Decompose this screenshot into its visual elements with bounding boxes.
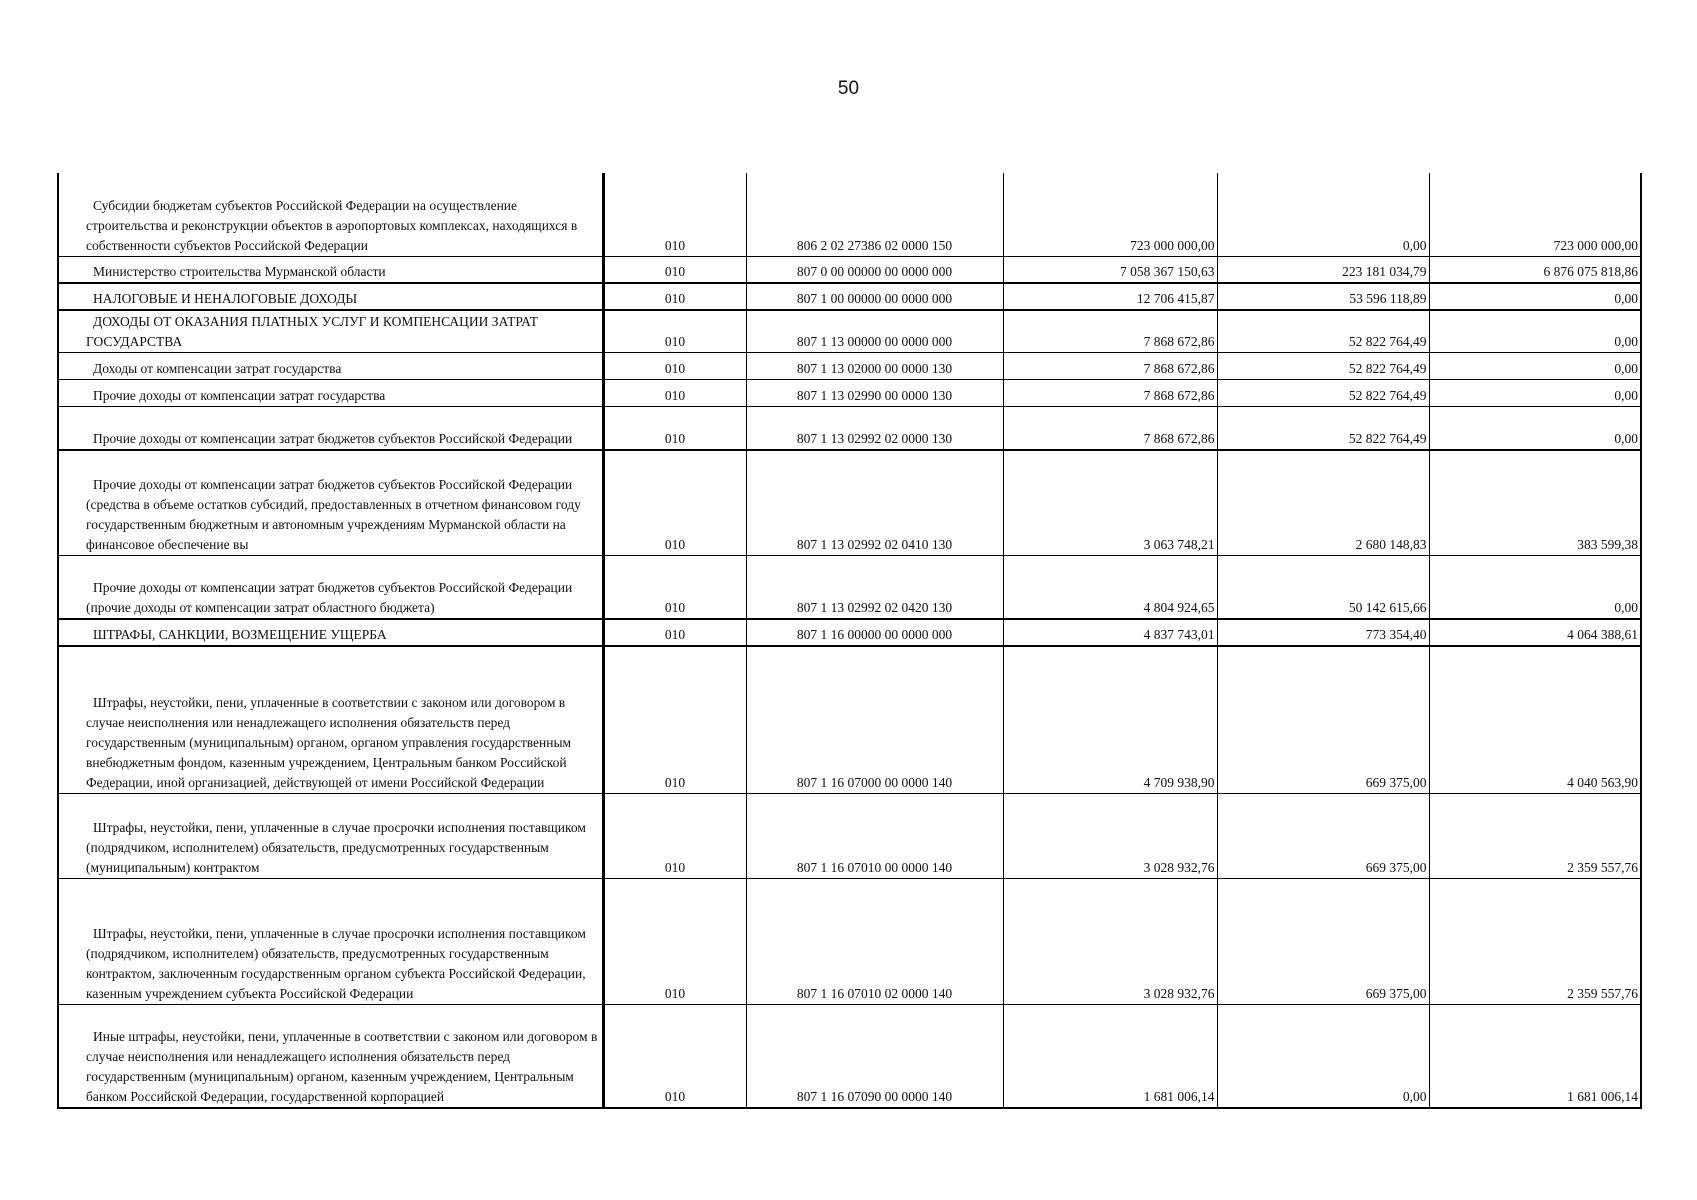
- row-unexecuted: 0,00: [1429, 310, 1641, 352]
- row-name-cell: Прочие доходы от компенсации затрат бюджетов субъектов Российской Федерации (средства в объеме остатков субсидий, предоставленных в отчетном финансовом году государственным бюджетным и автономным учреждениям Мурманской области на финансовое обеспечение вы: [58, 450, 603, 555]
- row-line-code: 010: [603, 379, 746, 406]
- row-line-code: 010: [603, 283, 746, 310]
- row-planned: 7 058 367 150,63: [1003, 256, 1217, 283]
- row-budget-code: 807 1 13 02000 00 0000 130: [746, 352, 1003, 379]
- row-executed: 0,00: [1217, 173, 1429, 256]
- row-budget-code: 807 1 16 07090 00 0000 140: [746, 1004, 1003, 1108]
- row-executed: 52 822 764,49: [1217, 310, 1429, 352]
- row-unexecuted: 1 681 006,14: [1429, 1004, 1641, 1108]
- row-line-code: 010: [603, 256, 746, 283]
- row-executed: 52 822 764,49: [1217, 406, 1429, 450]
- row-line-code: 010: [603, 1004, 746, 1108]
- row-line-code: 010: [603, 619, 746, 646]
- row-line-code: 010: [603, 173, 746, 256]
- row-budget-code: 807 1 16 07010 02 0000 140: [746, 878, 1003, 1004]
- row-budget-code: 807 0 00 00000 00 0000 000: [746, 256, 1003, 283]
- row-unexecuted: 4 040 563,90: [1429, 646, 1641, 793]
- row-name-cell: Штрафы, неустойки, пени, уплаченные в случае просрочки исполнения поставщиком (подрядчиком, исполнителем) обязательств, предусмотренных государственным (муниципальным) контрактом: [58, 793, 603, 878]
- row-budget-code: 807 1 00 00000 00 0000 000: [746, 283, 1003, 310]
- table-row: [58, 878, 1641, 1004]
- row-name-cell: Прочие доходы от компенсации затрат бюджетов субъектов Российской Федерации: [58, 406, 603, 450]
- row-planned: 7 868 672,86: [1003, 406, 1217, 450]
- row-name-cell: Штрафы, неустойки, пени, уплаченные в соответствии с законом или договором в случае неисполнения или ненадлежащего исполнения обязательств перед государственным (муниципальным) органом, органом управления государственным внебюджетным фондом, казенным учреждением, Центральным банком Российской Федерации, иной организацией, действующей от имени Российской Федерации: [58, 646, 603, 793]
- row-executed: 2 680 148,83: [1217, 450, 1429, 555]
- row-unexecuted: 383 599,38: [1429, 450, 1641, 555]
- row-unexecuted: 4 064 388,61: [1429, 619, 1641, 646]
- table-row: [58, 619, 1641, 646]
- revenue-table: [57, 173, 1642, 1109]
- row-line-code: 010: [603, 878, 746, 1004]
- table-row: [58, 256, 1641, 283]
- row-budget-code: 806 2 02 27386 02 0000 150: [746, 173, 1003, 256]
- row-name-cell: Субсидии бюджетам субъектов Российской Федерации на осуществление строительства и реконструкции объектов в аэропортовых комплексах, находящихся в собственности субъектов Российской Федерации: [58, 173, 603, 256]
- row-unexecuted: 0,00: [1429, 352, 1641, 379]
- row-budget-code: 807 1 13 00000 00 0000 000: [746, 310, 1003, 352]
- row-unexecuted: 0,00: [1429, 283, 1641, 310]
- row-planned: 7 868 672,86: [1003, 310, 1217, 352]
- table-row: [58, 646, 1641, 793]
- row-name-cell: Штрафы, неустойки, пени, уплаченные в случае просрочки исполнения поставщиком (подрядчиком, исполнителем) обязательств, предусмотренных государственным контрактом, заключенным государственным органом субъекта Российской Федерации, казенным учреждением субъекта Российской Федерации: [58, 878, 603, 1004]
- row-unexecuted: 0,00: [1429, 379, 1641, 406]
- row-budget-code: 807 1 16 07000 00 0000 140: [746, 646, 1003, 793]
- row-unexecuted: 6 876 075 818,86: [1429, 256, 1641, 283]
- row-unexecuted: 2 359 557,76: [1429, 878, 1641, 1004]
- page-number: 50: [837, 78, 860, 99]
- row-budget-code: 807 1 16 00000 00 0000 000: [746, 619, 1003, 646]
- row-planned: 7 868 672,86: [1003, 352, 1217, 379]
- row-executed: 773 354,40: [1217, 619, 1429, 646]
- row-line-code: 010: [603, 793, 746, 878]
- table-row: [58, 793, 1641, 878]
- row-name-cell: Прочие доходы от компенсации затрат государства: [58, 379, 603, 406]
- table-row: [58, 379, 1641, 406]
- row-unexecuted: 723 000 000,00: [1429, 173, 1641, 256]
- row-budget-code: 807 1 13 02992 02 0000 130: [746, 406, 1003, 450]
- row-planned: 4 709 938,90: [1003, 646, 1217, 793]
- row-planned: 3 028 932,76: [1003, 878, 1217, 1004]
- row-executed: 669 375,00: [1217, 878, 1429, 1004]
- row-planned: 4 804 924,65: [1003, 555, 1217, 619]
- row-budget-code: 807 1 13 02992 02 0410 130: [746, 450, 1003, 555]
- row-planned: 1 681 006,14: [1003, 1004, 1217, 1108]
- row-budget-code: 807 1 16 07010 00 0000 140: [746, 793, 1003, 878]
- row-executed: 53 596 118,89: [1217, 283, 1429, 310]
- row-line-code: 010: [603, 406, 746, 450]
- table-row: [58, 310, 1641, 352]
- row-line-code: 010: [603, 555, 746, 619]
- row-planned: 3 063 748,21: [1003, 450, 1217, 555]
- table-row: [58, 1004, 1641, 1108]
- row-name-cell: Министерство строительства Мурманской области: [58, 256, 603, 283]
- row-unexecuted: 0,00: [1429, 406, 1641, 450]
- row-unexecuted: 0,00: [1429, 555, 1641, 619]
- row-executed: 223 181 034,79: [1217, 256, 1429, 283]
- table-row: [58, 173, 1641, 256]
- table-row: [58, 555, 1641, 619]
- row-line-code: 010: [603, 310, 746, 352]
- row-name-cell: ДОХОДЫ ОТ ОКАЗАНИЯ ПЛАТНЫХ УСЛУГ И КОМПЕНСАЦИИ ЗАТРАТ ГОСУДАРСТВА: [58, 310, 603, 352]
- row-name-cell: Прочие доходы от компенсации затрат бюджетов субъектов Российской Федерации (прочие доходы от компенсации затрат областного бюджета): [58, 555, 603, 619]
- row-executed: 52 822 764,49: [1217, 352, 1429, 379]
- row-unexecuted: 2 359 557,76: [1429, 793, 1641, 878]
- row-planned: 12 706 415,87: [1003, 283, 1217, 310]
- row-budget-code: 807 1 13 02992 02 0420 130: [746, 555, 1003, 619]
- row-name-cell: Доходы от компенсации затрат государства: [58, 352, 603, 379]
- table-row: [58, 450, 1641, 555]
- table-row: [58, 406, 1641, 450]
- row-budget-code: 807 1 13 02990 00 0000 130: [746, 379, 1003, 406]
- row-line-code: 010: [603, 352, 746, 379]
- row-executed: 52 822 764,49: [1217, 379, 1429, 406]
- row-executed: 0,00: [1217, 1004, 1429, 1108]
- table-row: [58, 283, 1641, 310]
- row-planned: 7 868 672,86: [1003, 379, 1217, 406]
- row-planned: 4 837 743,01: [1003, 619, 1217, 646]
- row-name-cell: Иные штрафы, неустойки, пени, уплаченные в соответствии с законом или договором в случае неисполнения или ненадлежащего исполнения обязательств перед государственным (муниципальным) органом, казенным учреждением, Центральным банком Российской Федерации, государственной корпорацией: [58, 1004, 603, 1108]
- row-planned: 723 000 000,00: [1003, 173, 1217, 256]
- row-name-cell: ШТРАФЫ, САНКЦИИ, ВОЗМЕЩЕНИЕ УЩЕРБА: [58, 619, 603, 646]
- row-executed: 50 142 615,66: [1217, 555, 1429, 619]
- row-executed: 669 375,00: [1217, 646, 1429, 793]
- row-planned: 3 028 932,76: [1003, 793, 1217, 878]
- row-line-code: 010: [603, 450, 746, 555]
- table-row: [58, 352, 1641, 379]
- row-name-cell: НАЛОГОВЫЕ И НЕНАЛОГОВЫЕ ДОХОДЫ: [58, 283, 603, 310]
- row-line-code: 010: [603, 646, 746, 793]
- row-executed: 669 375,00: [1217, 793, 1429, 878]
